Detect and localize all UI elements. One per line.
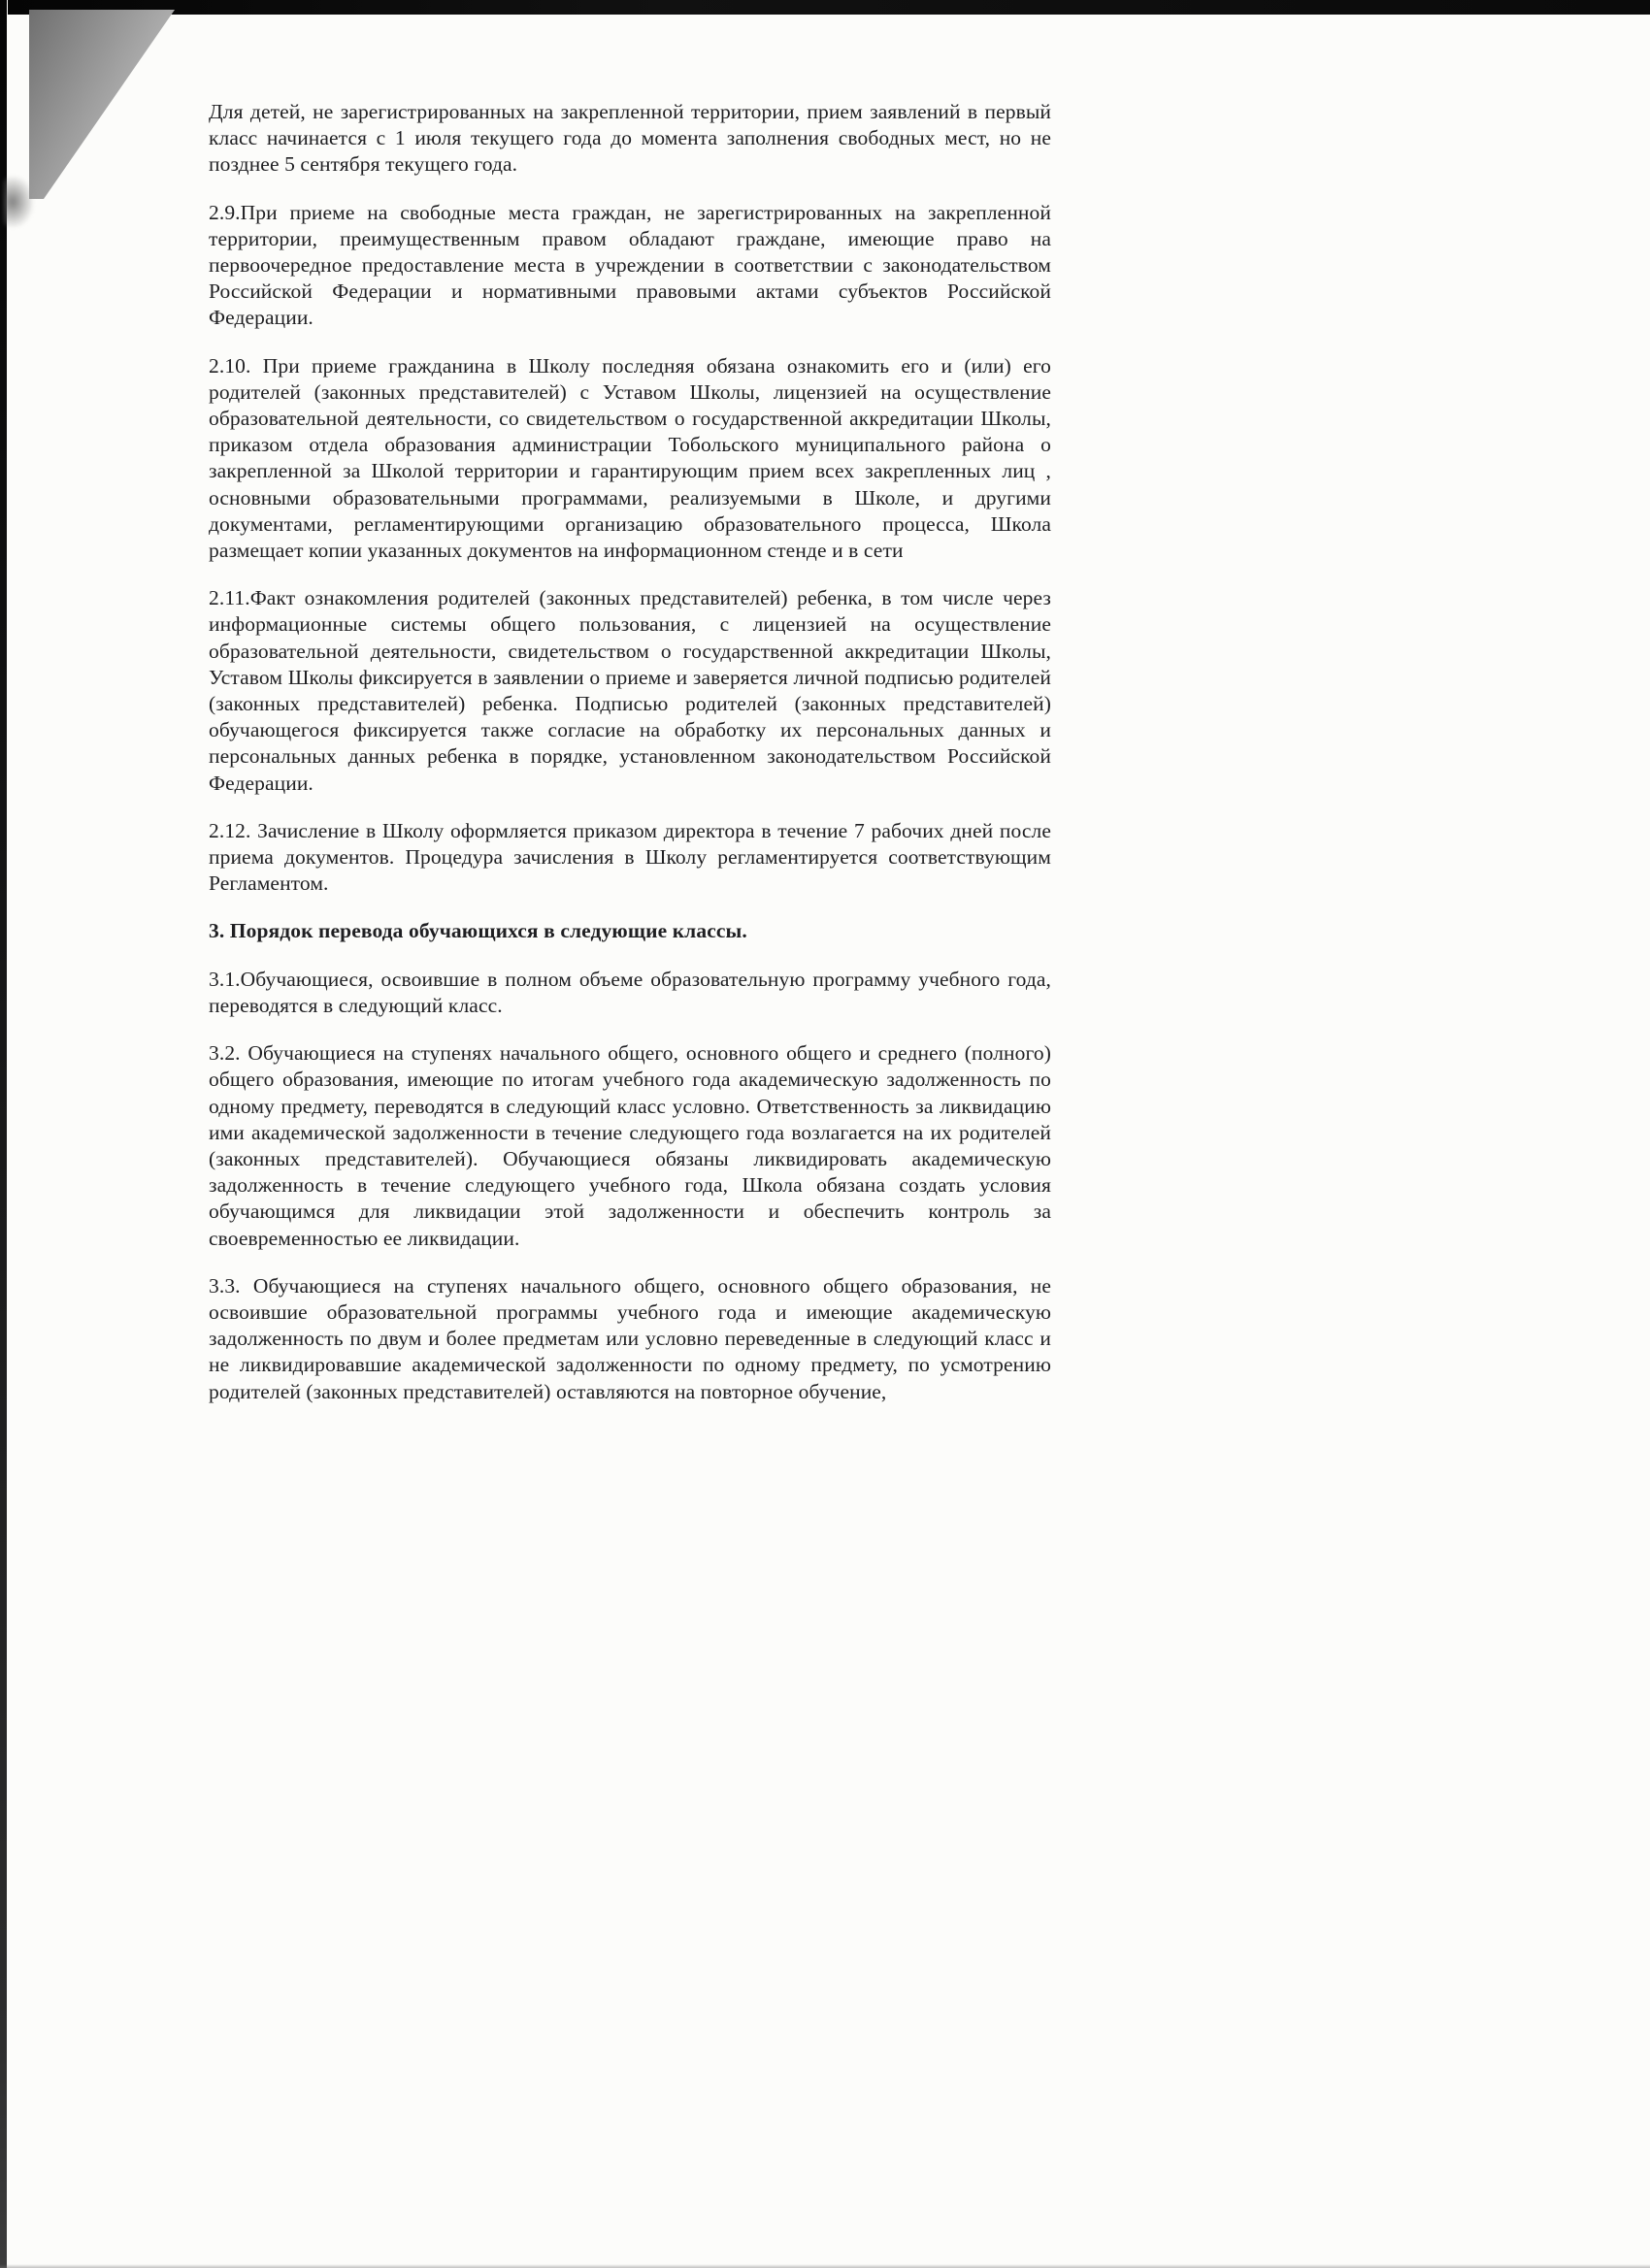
scan-edge-left <box>0 0 7 2268</box>
paragraph-3-1: 3.1.Обучающиеся, освоившие в полном объеме образовательную программу учебного года, переводятся в следующий класс. <box>209 967 1051 1017</box>
paragraph-3-3: 3.3. Обучающиеся на ступенях начального общего, основного общего образования, не освоившие образовательной программы учебного года и имеющие академическую задолженность по двум и более предметам или условно переведенные в следующий класс и не ликвидировавшие академической задолженности по одному предмету, по усмотрению родителей (законных представителей) оставляются на повторное обучение, <box>209 1273 1051 1403</box>
scan-smudge <box>4 177 33 227</box>
paragraph-2-11: 2.11.Факт ознакомления родителей (законных представителей) ребенка, в том числе через информационные системы общего пользования, с лицензией на осуществление образовательной деятельности, свидетельством о государственной аккредитации Школы, Уставом Школы фиксируется в заявлении о приеме и заверяется личной подписью родителей (законных представителей) ребенка. Подписью родителей (законных представителей) обучающегося фиксируется также согласие на обработку их персональных данных и персональных данных ребенка в порядке, установленном законодательством Российской Федерации. <box>209 586 1051 795</box>
scan-edge-bottom <box>0 2264 1650 2268</box>
scan-edge-top <box>8 0 1650 15</box>
paragraph-3-2: 3.2. Обучающиеся на ступенях начального общего, основного общего и среднего (полного) общего образования, имеющие по итогам учебного года академическую задолженность по одному предмету, переводятся в следующий класс условно. Ответственность за ликвидацию ими академической задолженности в течение следующего года возлагается на их родителей (законных представителей). Обучающиеся обязаны ликвидировать академическую задолженность в течение следующего учебного года, Школа обязана создать условия обучающимся для ликвидации этой задолженности и обеспечить контроль за своевременностью ее ликвидации. <box>209 1041 1051 1250</box>
scan-corner-shadow <box>29 10 175 199</box>
paragraph-2-10: 2.10. При приеме гражданина в Школу последняя обязана ознакомить его и (или) его родителей (законных представителей) с Уставом Школы, лицензией на осуществление образовательной деятельности, со свидетельством о государственной аккредитации Школы, приказом отдела образования администрации Тобольского муниципального района о закрепленной за Школой территории и гарантирующим прием всех закрепленных лиц , основными образовательными программами, реализуемыми в Школе, и другими документами, регламентирующими организацию образовательного процесса, Школа размещает копии указанных документов на информационном стенде и в сети <box>209 353 1051 563</box>
paragraph-2-9: 2.9.При приеме на свободные места граждан, не зарегистрированных на закрепленной территории, преимущественным правом обладают граждане, имеющие право на первоочередное предоставление места в учреждении в соответствии с законодательством Российской Федерации и нормативными правовыми актами субъектов Российской Федерации. <box>209 200 1051 330</box>
section-3-heading: 3. Порядок перевода обучающихся в следующие классы. <box>209 919 747 943</box>
paragraph-intro: Для детей, не зарегистрированных на закрепленной территории, прием заявлений в первый класс начинается с 1 июля текущего года до момента заполнения свободных мест, но не позднее 5 сентября текущего года. <box>209 100 1051 177</box>
document-body <box>209 99 1051 1427</box>
paragraph-2-12: 2.12. Зачисление в Школу оформляется приказом директора в течение 7 рабочих дней после приема документов. Процедура зачисления в Школу регламентируется соответствующим Регламентом. <box>209 818 1051 896</box>
